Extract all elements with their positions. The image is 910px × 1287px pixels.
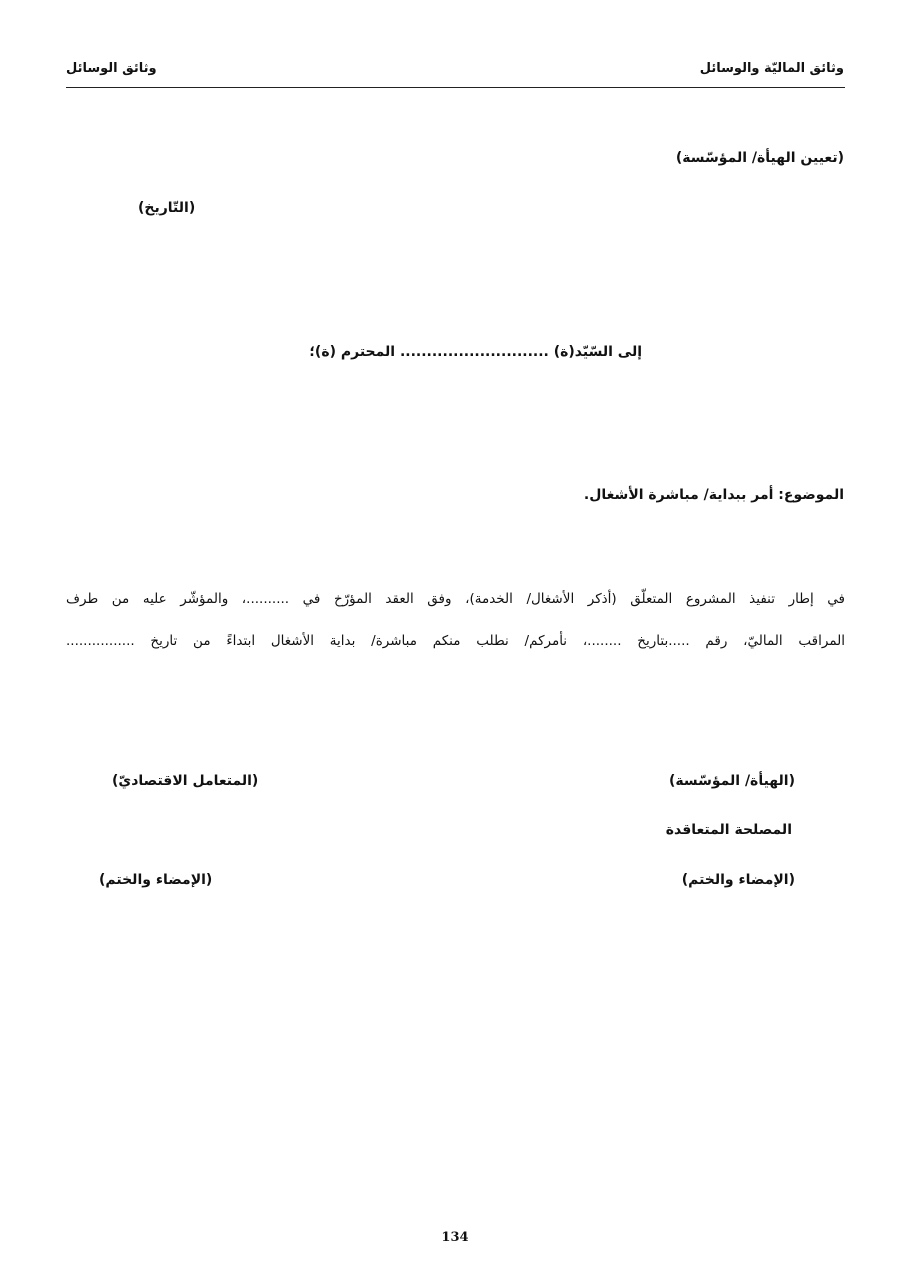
recipient-line: إلى السّيّد(ة) ............................ المحترم (ة)؛ [309,344,642,360]
economic-operator-label: (المتعامل الاقتصاديّ) [112,773,259,789]
body-line-2: المراقب الماليّ، رقم .....بتاريخ ........، نأمركم/ نطلب منكم مباشرة/ بداية الأشغال ابتداءً من تاريخ ................ [66,633,845,649]
signature-stamp-label-right: (الإمضاء والختم) [681,872,795,888]
issuer-placeholder: (تعيين الهيأة/ المؤسّسة) [675,150,844,166]
header-rule [66,87,845,88]
signature-stamp-label-left: (الإمضاء والختم) [99,872,213,888]
header-left-title: وثائق الوسائل [66,61,157,76]
header-right-title: وثائق الماليّة والوسائل [699,61,844,76]
letter-body [66,578,845,662]
subject-line: الموضوع: أمر ببداية/ مباشرة الأشغال. [583,487,844,503]
contracting-service-label: المصلحة المتعاقدة [665,822,792,838]
body-line-1: في إطار تنفيذ المشروع المتعلّق (أذكر الأشغال/ الخدمة)، وفق العقد المؤرّخ في ..........، والمؤشّر عليه من طرف [66,591,845,607]
signature-org-label: (الهيأة/ المؤسّسة) [668,773,795,789]
date-placeholder: (التّاريخ) [138,200,196,216]
page-number: 134 [441,1230,469,1245]
